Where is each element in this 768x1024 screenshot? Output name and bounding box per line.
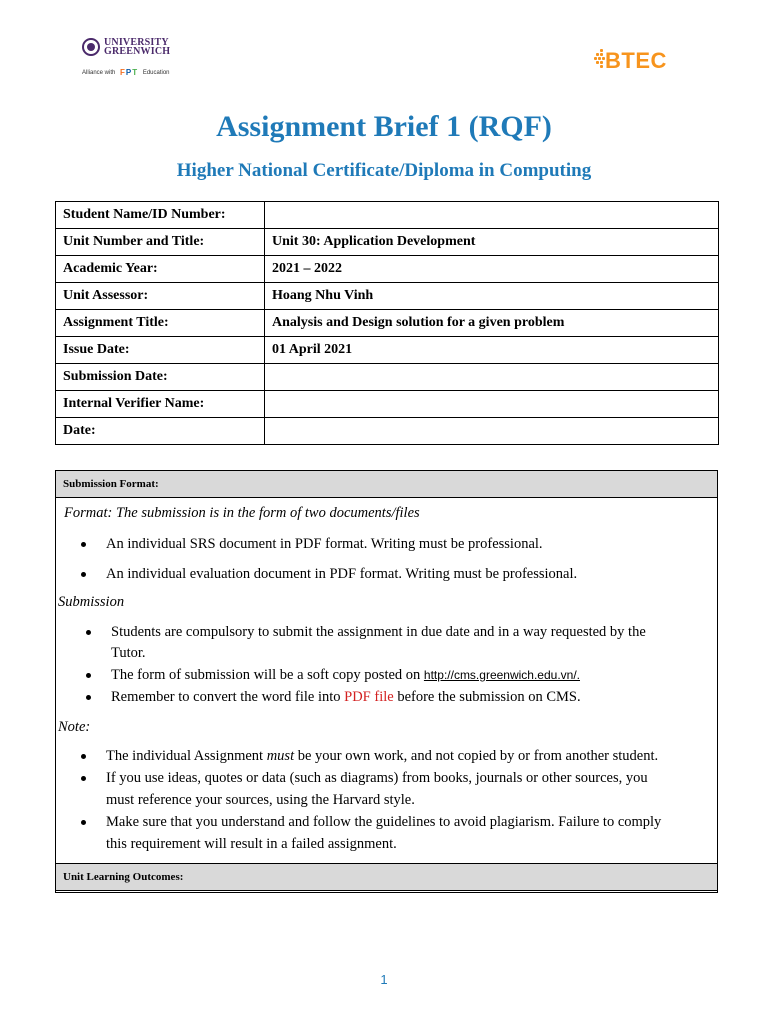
note-bullet-2-cont: must reference your sources, using the Harvard style. bbox=[106, 792, 415, 808]
university-seal-icon bbox=[82, 38, 100, 56]
info-row bbox=[56, 229, 719, 256]
assignment-info-table bbox=[55, 201, 719, 445]
note-bullet-3-cont: this requirement will result in a failed assignment. bbox=[106, 836, 397, 852]
info-label: Academic Year: bbox=[56, 256, 265, 283]
note-bullet-1: The individual Assignment must be your own work, and not copied by or from another student. bbox=[106, 745, 658, 767]
alliance-line: Alliance with FPT Education bbox=[82, 68, 170, 77]
submission-format-box bbox=[55, 470, 718, 893]
submission-bullet-2: The form of submission will be a soft copy posted on http://cms.greenwich.edu.vn/. bbox=[111, 664, 580, 686]
note-heading: Note: bbox=[58, 719, 91, 735]
info-row bbox=[56, 364, 719, 391]
info-value: 2021 – 2022 bbox=[265, 256, 719, 283]
info-value: Unit 30: Application Development bbox=[265, 229, 719, 256]
info-value bbox=[265, 418, 719, 445]
format-bullet-1: An individual SRS document in PDF format. Writing must be professional. bbox=[106, 533, 543, 555]
info-value: Hoang Nhu Vinh bbox=[265, 283, 719, 310]
info-row bbox=[56, 202, 719, 229]
info-value: Analysis and Design solution for a given problem bbox=[265, 310, 719, 337]
format-line: Format: The submission is in the form of two documents/files bbox=[64, 505, 420, 521]
page-subtitle: Higher National Certificate/Diploma in Computing bbox=[176, 160, 592, 181]
submission-bullet-1-cont: Tutor. bbox=[111, 645, 146, 661]
note-bullet-2: If you use ideas, quotes or data (such as diagrams) from books, journals or other sources, you bbox=[106, 767, 648, 789]
format-bullet-2: An individual evaluation document in PDF format. Writing must be professional. bbox=[106, 563, 577, 585]
info-row bbox=[56, 256, 719, 283]
university-name: UNIVERSITY GREENWICH bbox=[104, 37, 171, 57]
info-label: Date: bbox=[56, 418, 265, 445]
info-row bbox=[56, 391, 719, 418]
info-value: 01 April 2021 bbox=[265, 337, 719, 364]
fpt-logo-icon: FPT bbox=[120, 68, 139, 77]
info-row bbox=[56, 337, 719, 364]
note-bullet-3: Make sure that you understand and follow the guidelines to avoid plagiarism. Failure to comply bbox=[106, 811, 661, 833]
info-row bbox=[56, 283, 719, 310]
info-label: Issue Date: bbox=[56, 337, 265, 364]
info-row bbox=[56, 418, 719, 445]
info-value bbox=[265, 364, 719, 391]
page-title: Assignment Brief 1 (RQF) bbox=[216, 110, 552, 143]
page-number: 1 bbox=[380, 972, 388, 987]
info-label: Submission Date: bbox=[56, 364, 265, 391]
submission-format-header: Submission Format: bbox=[56, 471, 717, 498]
btec-wordmark: BTEC bbox=[605, 48, 667, 73]
info-label: Student Name/ID Number: bbox=[56, 202, 265, 229]
submission-heading: Submission bbox=[58, 594, 125, 610]
cms-link[interactable]: http://cms.greenwich.edu.vn/. bbox=[423, 668, 580, 682]
info-value bbox=[265, 391, 719, 418]
submission-bullet-3: Remember to convert the word file into PDF file before the submission on CMS. bbox=[111, 686, 581, 708]
info-label: Assignment Title: bbox=[56, 310, 265, 337]
university-of-greenwich-logo bbox=[82, 36, 182, 84]
info-value bbox=[265, 202, 719, 229]
info-row bbox=[56, 310, 719, 337]
btec-logo bbox=[594, 46, 684, 76]
info-label: Internal Verifier Name: bbox=[56, 391, 265, 418]
submission-bullet-1: Students are compulsory to submit the assignment in due date and in a way requested by the bbox=[111, 621, 646, 643]
unit-learning-outcomes-header: Unit Learning Outcomes: bbox=[56, 863, 717, 891]
info-label: Unit Assessor: bbox=[56, 283, 265, 310]
info-label: Unit Number and Title: bbox=[56, 229, 265, 256]
